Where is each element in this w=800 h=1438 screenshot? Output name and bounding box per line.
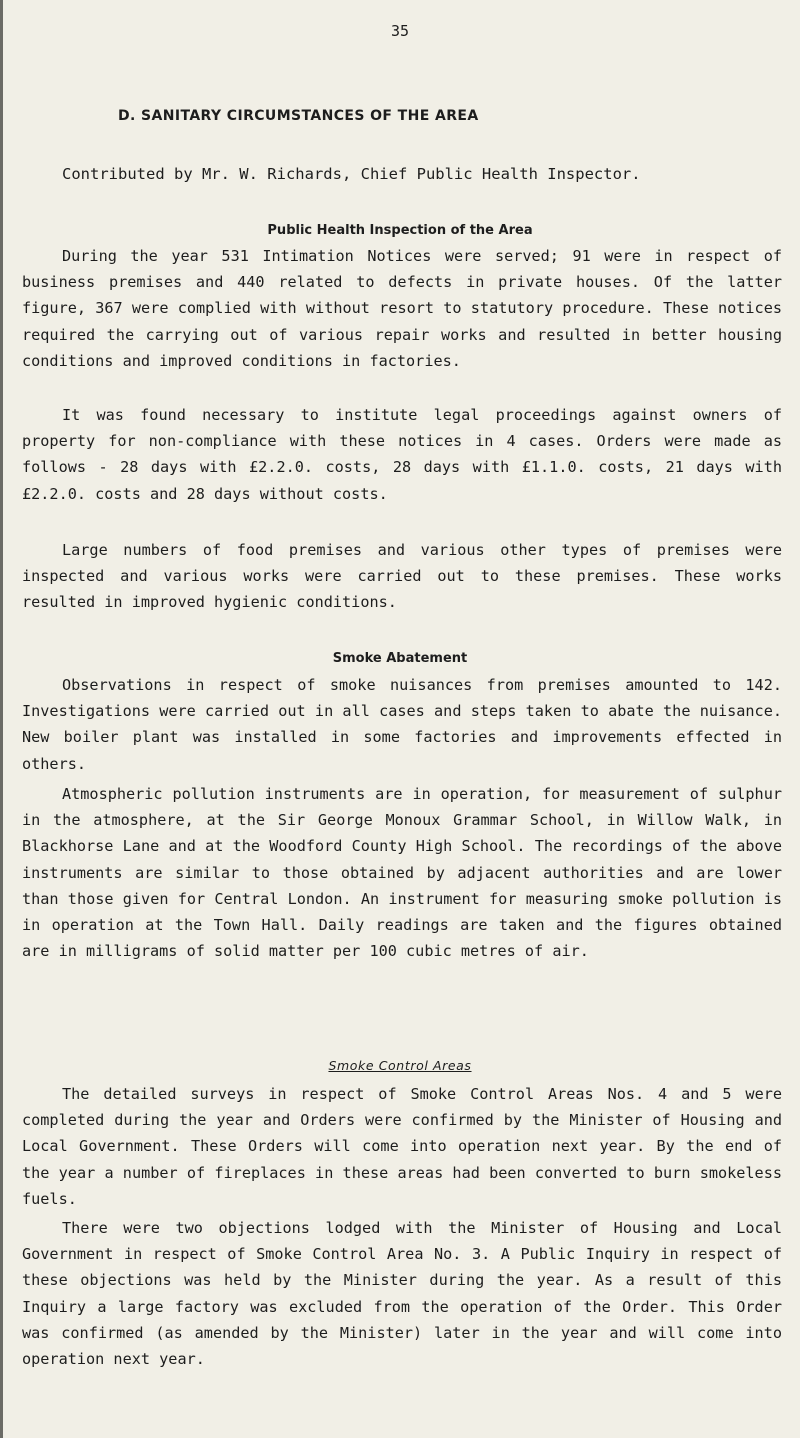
public-health-paragraph-3: Large numbers of food premises and various other types of premises were inspected and various works were carried out to these premises. These works resulted in improved hygienic conditions.	[22, 541, 782, 612]
smoke-abatement-paragraph-1: Observations in respect of smoke nuisances from premises amounted to 142. Investigations were carried out in all cases and steps taken to abate the nuisance. New boiler plant was installed in some factories and improvements effected in others.	[22, 676, 782, 773]
public-health-paragraph-1: During the year 531 Intimation Notices were served; 91 were in respect of business premises and 440 related to defects in private houses. Of the latter figure, 367 were complied with without resort to statutory procedure. These notices required the carrying out of various repair works and resulted in better housing conditions and improved conditions in factories.	[22, 247, 782, 370]
public-health-heading: Public Health Inspection of the Area	[267, 223, 533, 238]
smoke-control-paragraph-2: There were two objections lodged with the Minister of Housing and Local Government in respect of Smoke Control Area No. 3. A Public Inquiry in respect of these objections was held by the Minister during the year. As a result of this Inquiry a large factory was excluded from the operation of the Order. This Order was confirmed (as amended by the Minister) later in the year and will come into operation next year.	[22, 1219, 782, 1369]
smoke-abatement-heading: Smoke Abatement	[332, 651, 468, 666]
section-heading: D. SANITARY CIRCUMSTANCES OF THE AREA	[118, 108, 479, 124]
page-edge	[0, 0, 3, 1438]
public-health-paragraph-2: It was found necessary to institute legal proceedings against owners of property for non-compliance with these notices in 4 cases. Orders were made as follows - 28 days with £2.2.0. costs, 28 days with £1.1.0. costs, 21 days with £2.2.0. costs and 28 days without costs.	[22, 406, 782, 503]
smoke-abatement-paragraph-2: Atmospheric pollution instruments are in operation, for measurement of sulphur in the atmosphere, at the Sir George Monoux Grammar School, in Willow Walk, in Blackhorse Lane and at the Woodford County High School. The recordings of the above instruments are similar to those obtained by adjacent authorities and are lower than those given for Central London. An instrument for measuring smoke pollution is in operation at the Town Hall. Daily readings are taken and the figures obtained are in milligrams of solid matter per 100 cubic metres of air.	[22, 785, 782, 961]
contributor-line: Contributed by Mr. W. Richards, Chief Public Health Inspector.	[62, 165, 641, 183]
smoke-control-heading: Smoke Control Areas	[328, 1058, 472, 1073]
smoke-control-paragraph-1: The detailed surveys in respect of Smoke Control Areas Nos. 4 and 5 were completed during the year and Orders were confirmed by the Minister of Housing and Local Government. These Orders will come into operation next year. By the end of the year a number of fireplaces in these areas had been converted to burn smokeless fuels.	[22, 1085, 782, 1208]
page-number: 35	[390, 22, 410, 40]
